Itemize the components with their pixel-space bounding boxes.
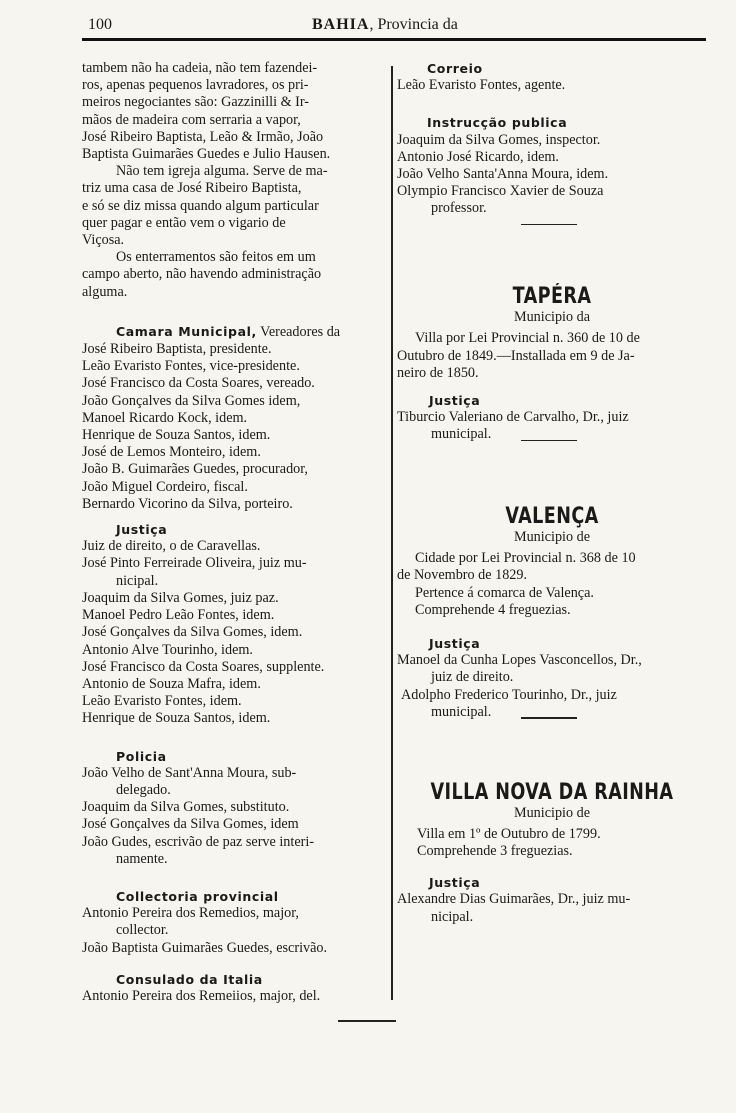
list-item: Antonio de Souza Mafra, idem. — [82, 675, 261, 692]
list-item: José Gonçalves da Silva Gomes, idem — [82, 816, 299, 833]
valenca-justica-heading: Justiça — [429, 636, 481, 652]
text-line: Villa por Lei Provincial n. 360 de 10 de — [415, 330, 640, 347]
instruccao-heading: Instrucção publica — [427, 115, 568, 131]
text-line: Os enterramentos são feitos em um — [116, 249, 316, 266]
tapera-subtitle: Municipio da — [513, 309, 591, 326]
text-line: mãos de madeira com serraria a vapor, — [82, 111, 301, 128]
list-item: João Velho Santa'Anna Moura, idem. — [397, 166, 609, 183]
text-line: Villa em 1º de Outubro de 1799. — [417, 825, 601, 842]
text-line: ros, apenas pequenos lavradores, os pri- — [82, 77, 309, 94]
list-item: namente. — [116, 850, 168, 867]
list-item: municipal. — [431, 426, 492, 443]
list-item: Antonio Pereira dos Remedios, major, — [82, 905, 299, 922]
text-line: alguma. — [82, 283, 128, 300]
list-item: João B. Guimarães Guedes, procurador, — [82, 461, 308, 478]
text-line: Pertence á comarca de Valença. — [415, 584, 594, 601]
policia-heading: Policia — [116, 748, 167, 764]
collectoria-heading: Collectoria provincial — [116, 888, 279, 904]
list-item: Leão Evaristo Fontes, vice-presidente. — [82, 358, 300, 375]
list-item: nicipal. — [431, 908, 474, 925]
list-item: Juiz de direito, o de Caravellas. — [82, 538, 261, 555]
list-item: João Velho de Sant'Anna Moura, sub- — [82, 764, 297, 781]
text-line: Viçosa. — [82, 232, 125, 249]
list-item: Manoel da Cunha Lopes Vasconcellos, Dr., — [397, 652, 642, 669]
page-header — [82, 14, 706, 38]
list-item: José de Lemos Monteiro, idem. — [82, 444, 261, 461]
list-item: collector. — [116, 922, 169, 939]
list-item: Antonio Pereira dos Remeiios, major, del. — [82, 987, 321, 1004]
text-line: meiros negociantes são: Gazzinilli & Ir- — [82, 94, 310, 111]
list-item: José Francisco da Costa Soares, vereado. — [82, 375, 315, 392]
list-item: Joaquim da Silva Gomes, juiz paz. — [82, 589, 279, 606]
text-line: Comprehende 4 freguezias. — [415, 601, 571, 618]
list-item: João Gudes, escrivão de paz serve interi- — [82, 833, 315, 850]
text-line: e só se diz missa quando algum particular — [82, 197, 319, 214]
list-item: Leão Evaristo Fontes, agente. — [397, 77, 566, 94]
list-item: Tiburcio Valeriano de Carvalho, Dr., juiz — [397, 409, 629, 426]
list-item: municipal. — [431, 703, 492, 720]
list-item: Olympio Francisco Xavier de Souza — [397, 183, 604, 200]
list-item: professor. — [431, 200, 487, 217]
text-line: Outubro de 1849.—Installada em 9 de Ja- — [397, 347, 635, 364]
list-item: José Francisco da Costa Soares, supplente. — [82, 658, 325, 675]
list-item: José Ribeiro Baptista, presidente. — [82, 341, 272, 358]
list-item: delegado. — [116, 781, 171, 798]
correio-heading: Correio — [427, 61, 483, 76]
tapera-title: TAPÉRA — [512, 284, 592, 310]
tapera-justica-heading: Justiça — [429, 392, 481, 408]
list-item: juiz de direito. — [431, 669, 514, 686]
text-line: campo aberto, não havendo administração — [82, 266, 322, 283]
list-item: João Gonçalves da Silva Gomes idem, — [82, 392, 301, 409]
text-line: tambem não ha cadeia, não tem fazendei- — [82, 60, 318, 76]
list-item: Joaquim da Silva Gomes, substituto. — [82, 799, 290, 816]
column-rule — [391, 66, 393, 1000]
list-item: Antonio José Ricardo, idem. — [397, 148, 559, 165]
list-item: Alexandre Dias Guimarães, Dr., juiz mu- — [397, 891, 631, 908]
valenca-subtitle: Municipio de — [513, 529, 591, 546]
list-item: Henrique de Souza Santos, idem. — [82, 427, 271, 444]
text-line: quer pagar e então vem o vigario de — [82, 214, 286, 231]
list-item: Bernardo Vicorino da Silva, porteiro. — [82, 495, 293, 512]
camara-heading-rest: Vereadores da — [256, 323, 341, 340]
list-item: nicipal. — [116, 572, 159, 589]
valenca-title: VALENÇA — [505, 504, 599, 530]
camara-heading — [82, 323, 386, 341]
text-line: José Ribeiro Baptista, Leão & Irmão, João — [82, 128, 324, 145]
list-item: João Miguel Cordeiro, fiscal. — [82, 478, 248, 495]
villa-nova-justica-heading: Justiça — [429, 875, 481, 891]
text-line: neiro de 1850. — [397, 364, 479, 381]
list-item: José Gonçalves da Silva Gomes, idem. — [82, 624, 303, 641]
right-column — [397, 60, 707, 926]
running-title-bold: BAHIA — [312, 16, 370, 33]
list-item: José Pinto Ferreirade Oliveira, juiz mu- — [82, 555, 307, 572]
running-title — [312, 16, 458, 34]
list-item: Adolpho Frederico Tourinho, Dr., juiz — [401, 686, 617, 703]
header-rule — [82, 38, 706, 41]
running-title-rest: , Provincia da — [369, 16, 458, 33]
list-item: Manoel Pedro Leão Fontes, idem. — [82, 607, 275, 624]
text-line: Cidade por Lei Provincial n. 368 de 10 — [415, 550, 636, 567]
text-line: Baptista Guimarães Guedes e Julio Hausen. — [82, 146, 331, 163]
text-line: Comprehende 3 freguezias. — [417, 842, 573, 859]
intro-paragraph — [82, 60, 386, 301]
list-item: Henrique de Souza Santos, idem. — [82, 710, 271, 727]
page-end-rule — [338, 1020, 396, 1022]
list-item: Leão Evaristo Fontes, idem. — [82, 693, 242, 710]
list-item: Manoel Ricardo Kock, idem. — [82, 409, 248, 426]
text-line: de Novembro de 1829. — [397, 567, 528, 584]
camara-heading-bold: Camara Municipal, — [116, 323, 257, 339]
justica-heading: Justiça — [116, 522, 168, 538]
page-number: 100 — [88, 16, 112, 33]
left-column — [82, 60, 386, 1005]
list-item: Joaquim da Silva Gomes, inspector. — [397, 131, 601, 148]
text-line: triz uma casa de José Ribeiro Baptista, — [82, 180, 302, 197]
list-item: Antonio Alve Tourinho, idem. — [82, 641, 253, 658]
villa-nova-title: VILLA NOVA DA RAINHA — [430, 779, 674, 805]
villa-nova-subtitle: Municipio de — [513, 804, 591, 821]
consulado-heading: Consulado da Italia — [116, 971, 263, 987]
list-item: João Baptista Guimarães Guedes, escrivão. — [82, 939, 328, 956]
text-line: Não tem igreja alguma. Serve de ma- — [116, 163, 328, 180]
